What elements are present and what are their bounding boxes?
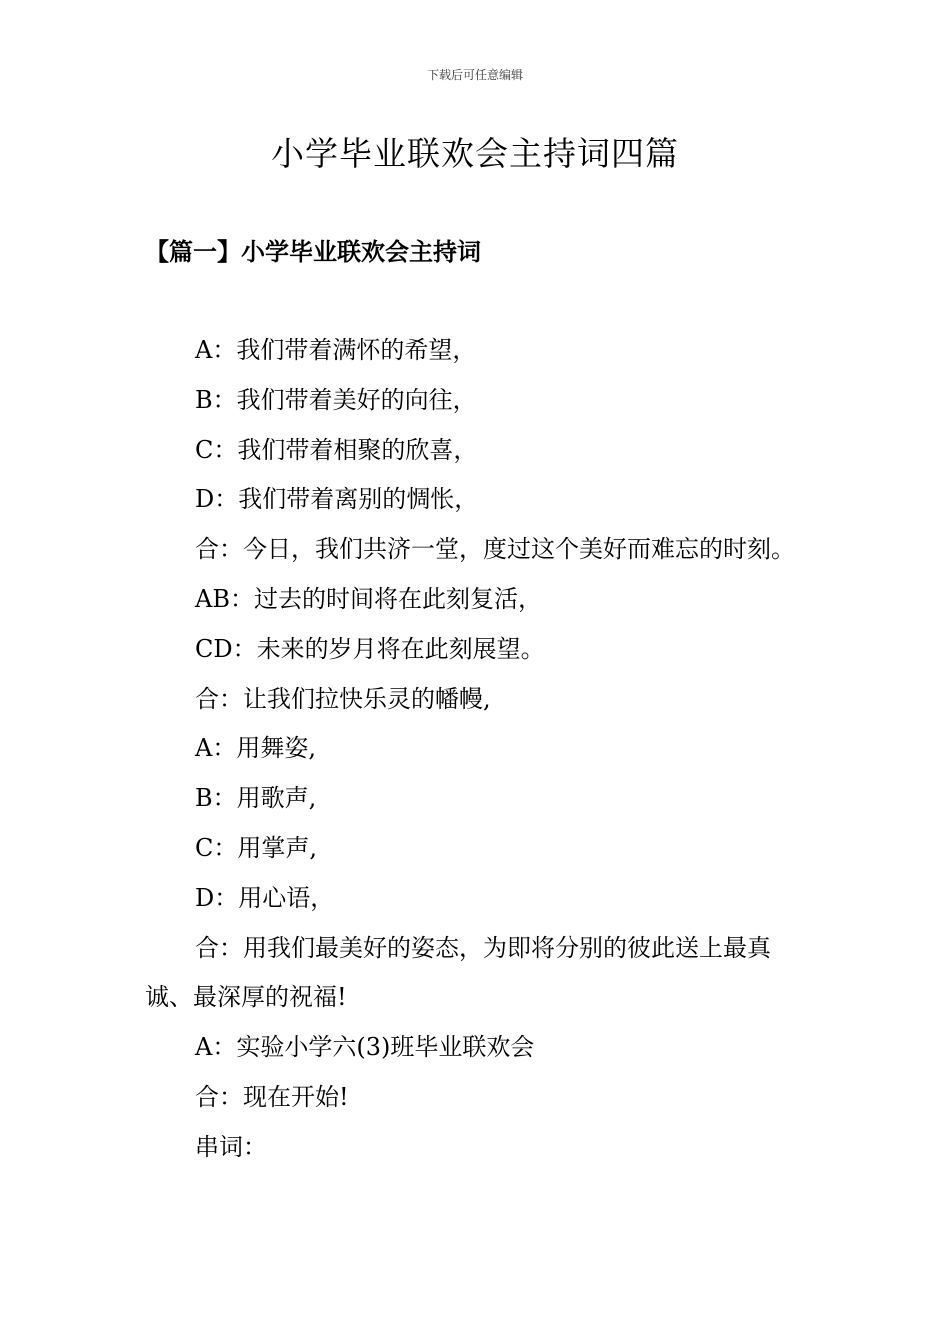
paragraph: 合：今日，我们共济一堂，度过这个美好而难忘的时刻。	[195, 535, 795, 564]
header-note: 下载后可任意编辑	[426, 68, 523, 82]
paragraph: B：用歌声,	[195, 784, 317, 813]
paragraph: CD：未来的岁月将在此刻展望。	[195, 634, 545, 663]
paragraph: 合：让我们拉快乐灵的幡幔,	[195, 684, 491, 713]
document-title: 小学毕业联欢会主持词四篇	[271, 134, 679, 173]
paragraph: D：用心语，	[195, 883, 335, 912]
paragraph: A：实验小学六(3)班毕业联欢会	[195, 1033, 535, 1062]
paragraph: D：我们带着离别的惆怅，	[195, 485, 479, 514]
paragraph: B：我们带着美好的向往，	[195, 385, 477, 414]
section-heading: 【篇一】小学毕业联欢会主持词	[145, 237, 481, 266]
paragraph: C：我们带着相聚的欣喜，	[195, 435, 478, 464]
paragraph: AB：过去的时间将在此刻复活，	[195, 584, 542, 613]
document-body	[145, 326, 810, 1173]
paragraph: A：我们带着满怀的希望，	[195, 336, 477, 364]
paragraph: 合：现在开始!	[195, 1082, 349, 1111]
paragraph: 合：用我们最美好的姿态，为即将分别的彼此送上最真诚、最深厚的祝福!	[145, 933, 771, 1012]
paragraph: A：用舞姿,	[195, 734, 316, 763]
paragraph: C：用掌声,	[195, 833, 317, 862]
paragraph: 串词：	[195, 1132, 267, 1161]
